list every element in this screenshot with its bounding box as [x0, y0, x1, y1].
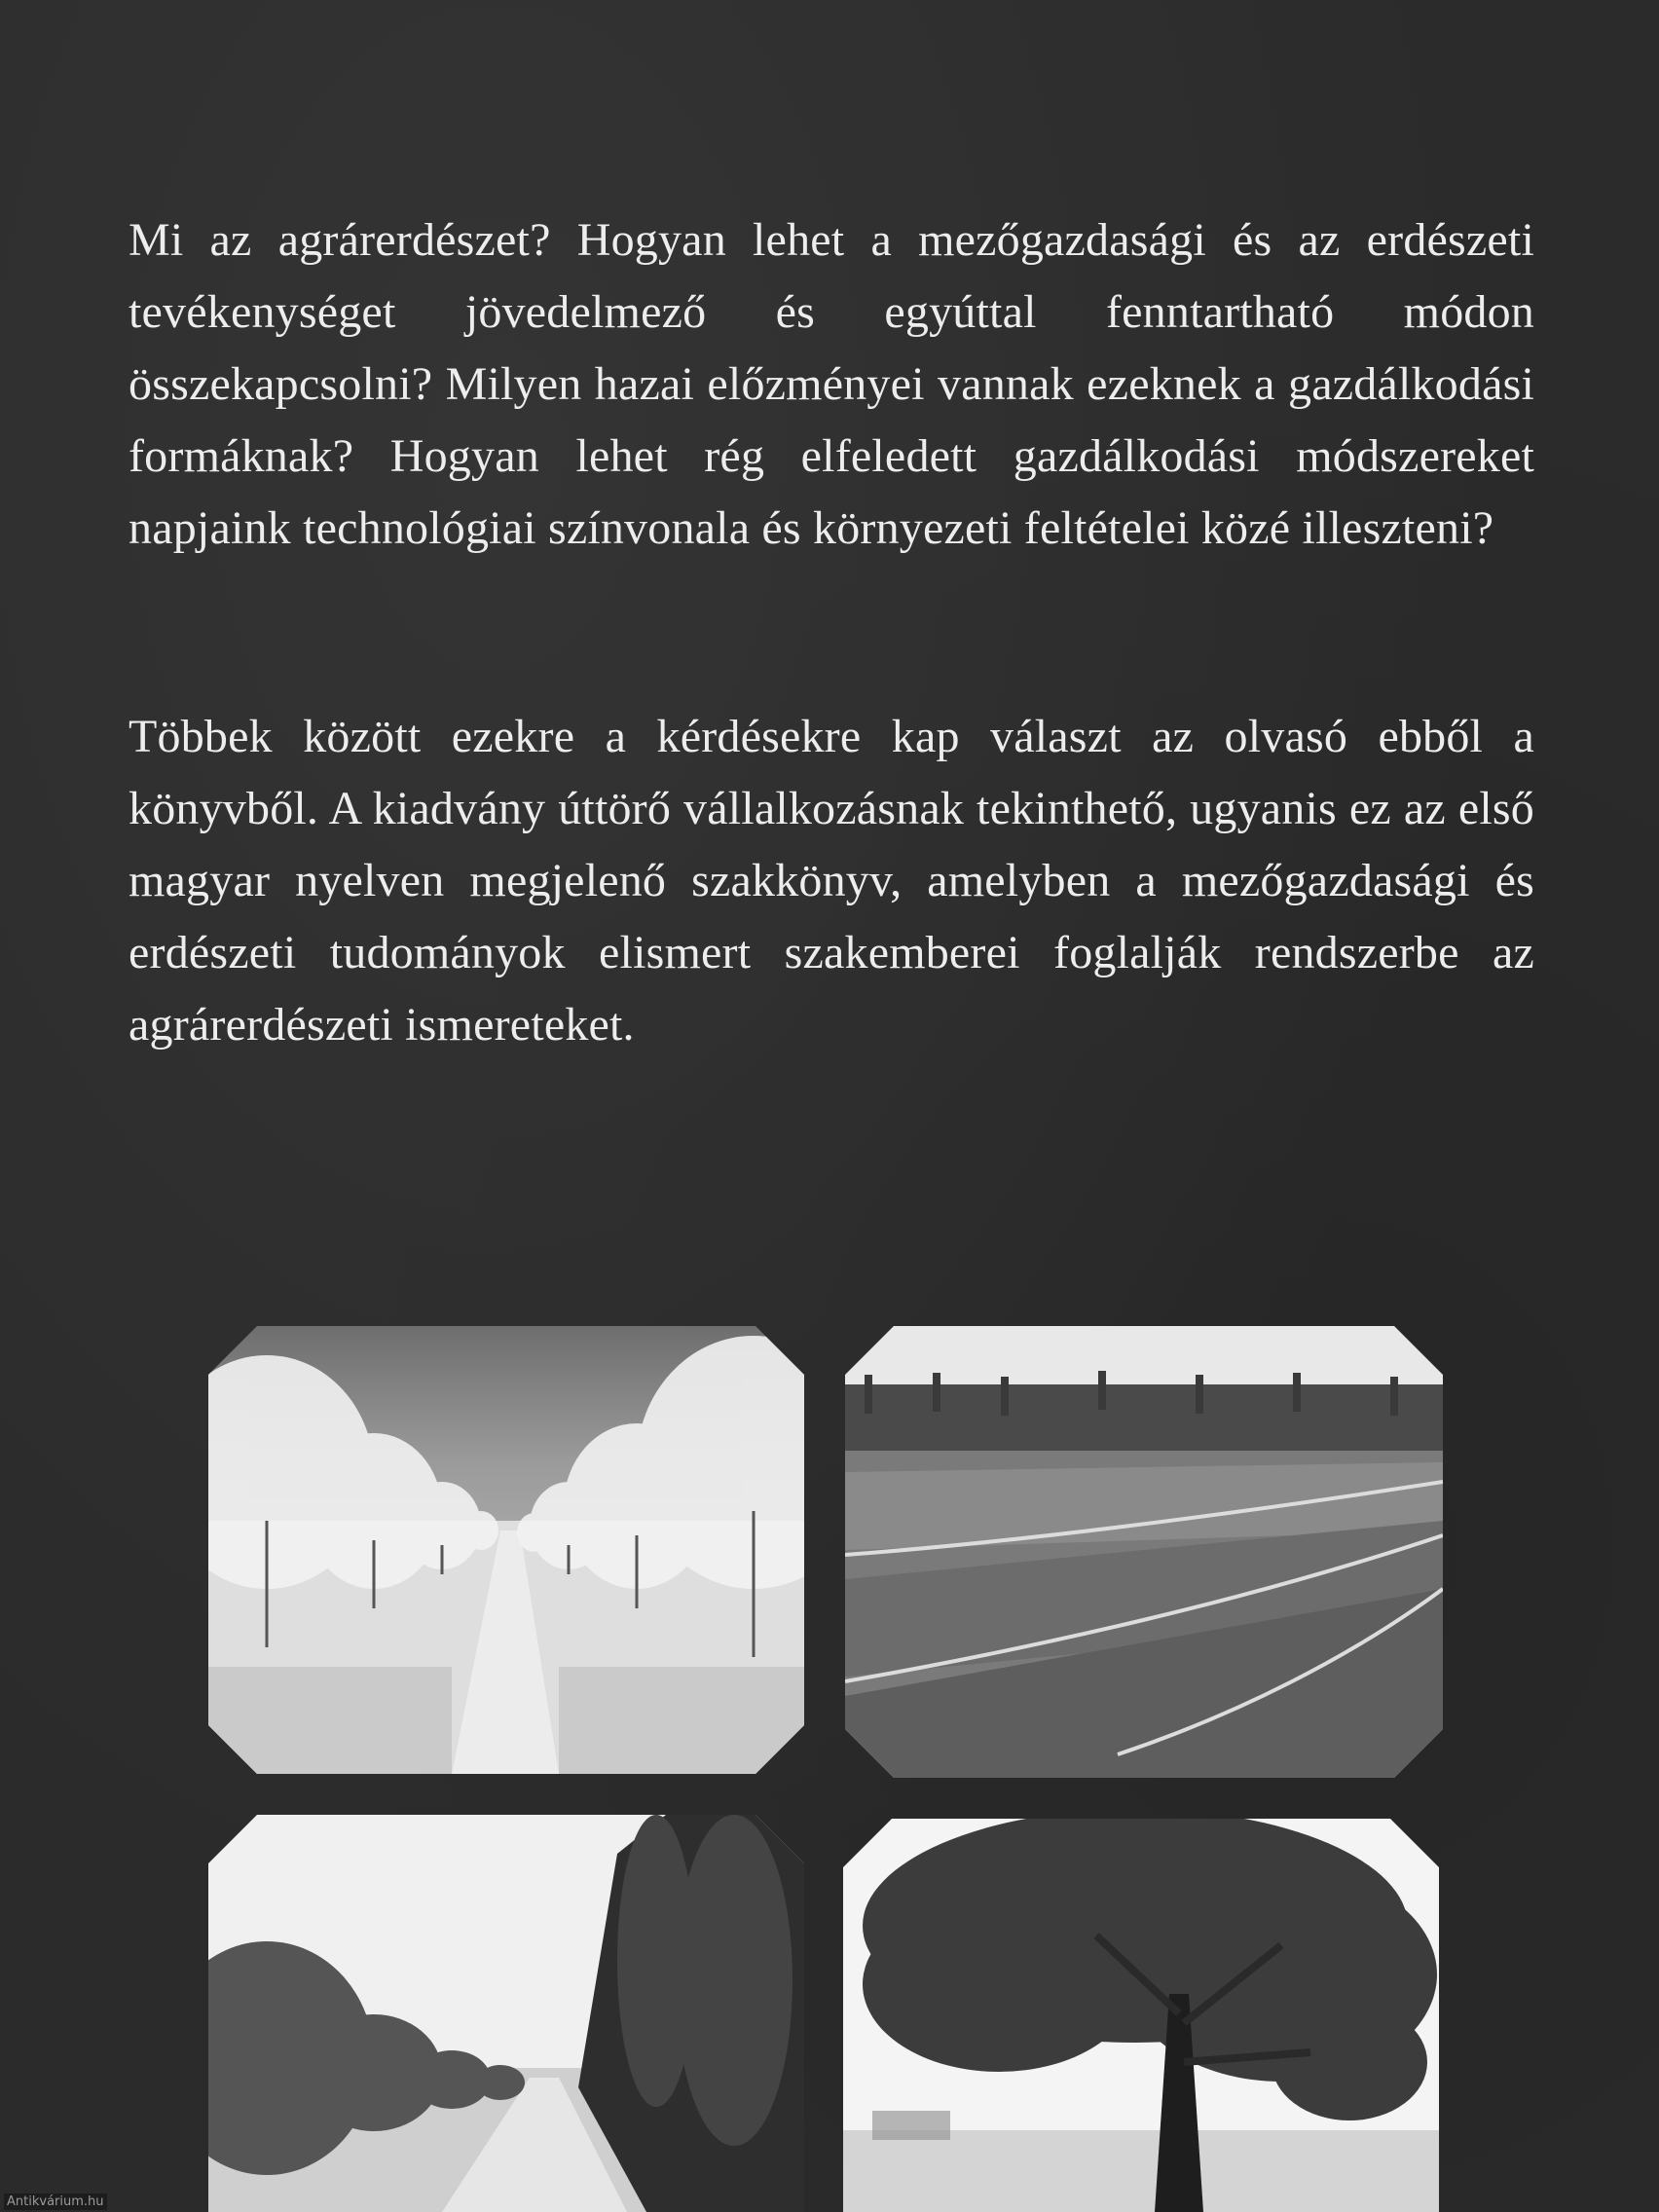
field-with-tree-rows-photo	[845, 1326, 1443, 1778]
lone-tree-in-field-photo	[843, 1819, 1439, 2212]
paragraph-book-description: Többek között ezekre a kérdésekre kap választ az olvasó ebből a könyvből. A kiadvány úttörő vállalkozásnak tekinthető, ugyanis ez az első magyar nyelven megjelenő szakkönyv, amelyben a mezőgazdasági és erdészeti tudományok elismert szakemberei foglalják rendszerbe az agrárerdészeti ismereteket.	[129, 711, 1534, 1051]
orchard-rows-photo	[208, 1326, 804, 1774]
watermark: Antikvárium.hu	[4, 2194, 107, 2210]
road-between-hedgerows-photo	[208, 1815, 804, 2212]
paragraph-intro-questions: Mi az agrárerdészet? Hogyan lehet a mezőgazdasági és az erdészeti tevékenységet jövedelmező és egyúttal fenntartható módon összekapcsolni? Milyen hazai előzményei vannak ezeknek a gazdálkodási formáknak? Hogyan lehet rég elfeledett gazdálkodási módszereket napjaink technológiai színvonala és környezeti feltételei közé illeszteni?	[129, 214, 1534, 554]
